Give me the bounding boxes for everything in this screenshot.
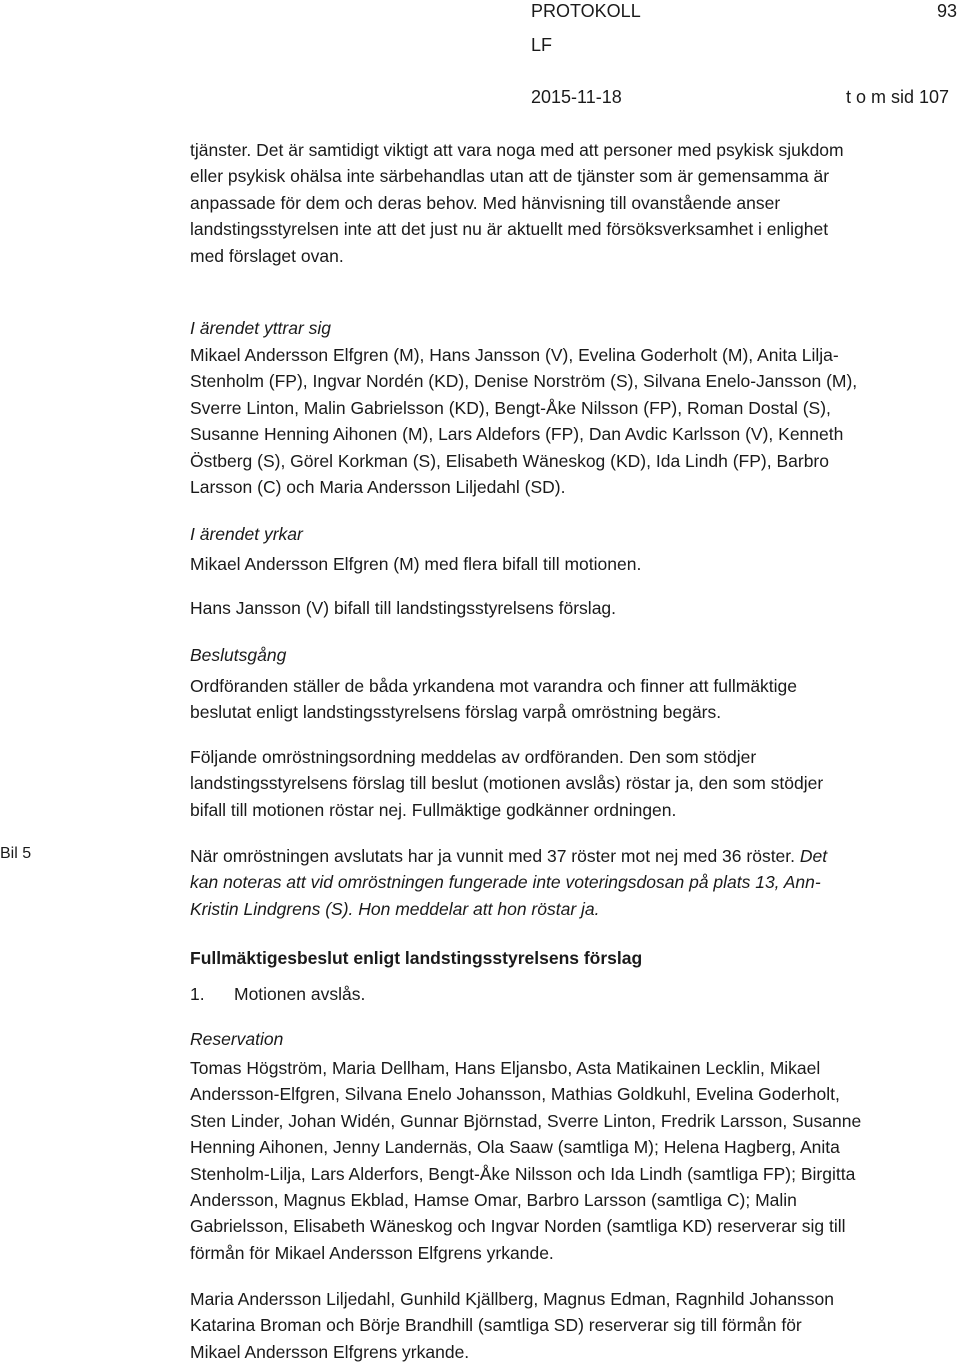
beslutsgang-paragraph-2 [190,744,950,823]
text-line: eller psykisk ohälsa inte särbehandlas utan att de tjänster som är gemensamma är [190,166,830,187]
page-number: 93 [937,1,958,21]
vote-result-text: När omröstningen avslutats har ja vunnit med 37 röster mot nej med 36 röster. [190,846,800,866]
text-line: Mikael Andersson Elfgren (M), Hans Jansson (V), Evelina Goderholt (M), Anita Lilja- [190,345,839,365]
text-line: landstingsstyrelsens förslag till beslut (motionen avslås) röstar ja, den som stödjer [190,773,824,794]
decision-item-number: 1. [190,984,205,1004]
text-line: Larsson (C) och Maria Andersson Liljedahl (SD). [190,477,566,498]
text-line: Susanne Henning Aihonen (M), Lars Aldefors (FP), Dan Avdic Karlsson (V), Kenneth [190,424,844,445]
text-line: Maria Andersson Liljedahl, Gunhild Kjällberg, Magnus Edman, Ragnhild Johansson [190,1289,834,1309]
text-line: kan noteras att vid omröstningen fungerade inte voteringsdosan på plats 13, Ann- [190,872,821,893]
text-line [190,843,950,869]
text-line: beslutat enligt landstingsstyrelsens förslag varpå omröstning begärs. [190,702,722,723]
text-line: landstingsstyrelsen inte att det just nu är aktuellt med försöksverksamhet i enlighet [190,219,829,240]
text-line: Stenholm (FP), Ingvar Nordén (KD), Denise Norström (S), Silvana Enelo-Jansson (M), [190,371,858,392]
reservation-heading: Reservation [190,1029,284,1049]
text-line: Katarina Broman och Börje Brandhill (samtliga SD) reserverar sig till förmån för [190,1315,802,1336]
text-line: Andersson-Elfgren, Silvana Enelo Johansson, Mathias Goldkuhl, Evelina Goderholt, [190,1084,840,1105]
text-line: Mikael Andersson Elfgrens yrkande. [190,1341,470,1362]
text-line: Ordföranden ställer de båda yrkandena mot varandra och finner att fullmäktige [190,676,798,696]
text-line: med förslaget ovan. [190,245,344,266]
page-range: t o m sid 107 [846,87,950,107]
vote-note-start: Det [799,846,828,866]
text-line: Sverre Linton, Malin Gabrielsson (KD), Bengt-Åke Nilsson (FP), Roman Dostal (S), [190,397,831,418]
text-line: bifall till motionen röstar nej. Fullmäktige godkänner ordningen. [190,799,677,820]
text-line: Stenholm-Lilja, Lars Alderfors, Bengt-Åke Nilsson och Ida Lindh (samtliga FP); Birgitta [190,1163,856,1184]
attachment-label: Bil 5 [0,845,32,862]
text-line: Följande omröstningsordning meddelas av ordföranden. Den som stödjer [190,747,757,767]
text-line: Tomas Högström, Maria Dellham, Hans Eljansbo, Asta Matikainen Lecklin, Mikael [190,1058,821,1078]
text-line: Gabrielsson, Elisabeth Wäneskog och Ingvar Norden (samtliga KD) reserverar sig till [190,1216,846,1237]
decision-item [190,981,366,1007]
doc-title: PROTOKOLL [531,1,641,21]
intro-paragraph [190,137,950,269]
org-label: LF [531,35,553,55]
text-line: Kristin Lindgrens (S). Hon meddelar att hon röstar ja. [190,898,600,919]
decision-heading: Fullmäktigesbeslut enligt landstingsstyrelsens förslag [190,948,643,968]
vote-paragraph [190,843,950,922]
beslutsgang-paragraph-1 [190,673,950,726]
text-line: Henning Aihonen, Jenny Landernäs, Ola Saaw (samtliga M); Helena Hagberg, Anita [190,1137,840,1158]
text-line: förmån för Mikael Andersson Elfgrens yrkande. [190,1242,554,1263]
reservation-paragraph-2 [190,1286,950,1365]
yrkar-heading: I ärendet yrkar [190,524,303,544]
yrkar-line-1: Mikael Andersson Elfgren (M) med flera bifall till motionen. [190,554,642,574]
text-line: Östberg (S), Görel Korkman (S), Elisabeth Wäneskog (KD), Ida Lindh (FP), Barbro [190,450,829,471]
text-line: Andersson, Magnus Ekblad, Hamse Omar, Barbro Larsson (samtliga C); Malin [190,1190,797,1211]
text-line: Sten Linder, Johan Widén, Gunnar Björnstad, Sverre Linton, Fredrik Larsson, Susanne [190,1110,862,1131]
text-line: anpassade för dem och deras behov. Med hänvisning till ovanstående anser [190,192,781,213]
beslutsgang-heading: Beslutsgång [190,645,287,665]
decision-item-text: Motionen avslås. [234,984,366,1004]
reservation-paragraph-1 [190,1055,950,1266]
yttrar-paragraph [190,342,950,500]
text-line: tjänster. Det är samtidigt viktigt att vara noga med att personer med psykisk sjukdom [190,140,844,160]
meeting-date: 2015-11-18 [531,87,622,107]
yrkar-line-2: Hans Jansson (V) bifall till landstingsstyrelsens förslag. [190,598,617,618]
yttrar-heading: I ärendet yttrar sig [190,318,332,338]
